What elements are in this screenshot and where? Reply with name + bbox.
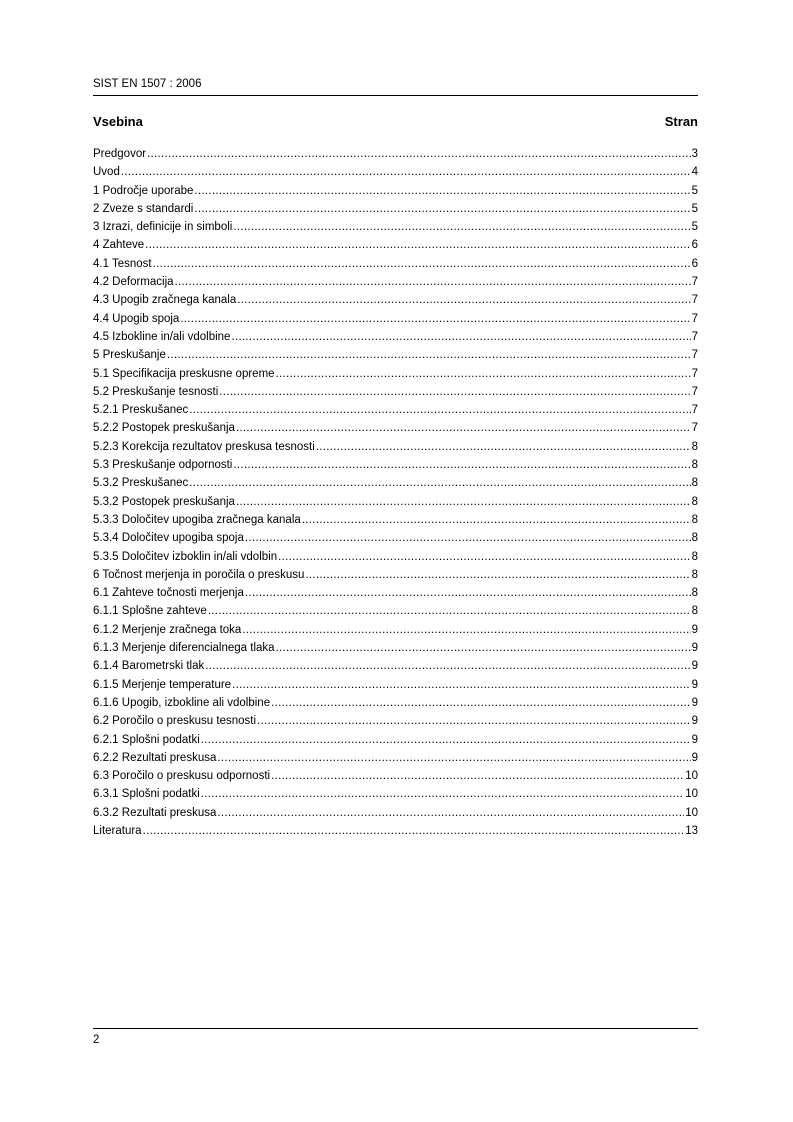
toc-entry[interactable] xyxy=(93,785,698,803)
toc-entry-label: 6.1.2 Merjenje zračnega toka xyxy=(93,623,242,636)
toc-dot-leader xyxy=(194,200,690,218)
toc-entry-page: 10 xyxy=(685,770,698,783)
toc-entry-page: 7 xyxy=(691,294,698,307)
toc-entry-label: 6.1.1 Splošne zahteve xyxy=(93,605,207,618)
toc-dot-leader xyxy=(189,401,690,419)
toc-dot-leader xyxy=(232,676,691,694)
toc-entry-page: 9 xyxy=(691,696,698,709)
toc-entry-label: 1 Področje uporabe xyxy=(93,184,194,197)
toc-entry-page: 5 xyxy=(691,202,698,215)
toc-dot-leader xyxy=(242,621,690,639)
toc-dot-leader xyxy=(236,493,691,511)
toc-entry-label: 4.2 Deformacija xyxy=(93,276,174,289)
toc-entry[interactable] xyxy=(93,163,698,181)
toc-entry-page: 7 xyxy=(691,312,698,325)
toc-dot-leader xyxy=(257,712,691,730)
toc-entry[interactable] xyxy=(93,657,698,675)
toc-entry[interactable] xyxy=(93,383,698,401)
toc-entry-label: 6.1 Zahteve točnosti merjenja xyxy=(93,587,244,600)
toc-dot-leader xyxy=(147,145,691,163)
toc-entry[interactable] xyxy=(93,749,698,767)
toc-entry-label: 4 Zahteve xyxy=(93,239,145,252)
toc-entry-page: 7 xyxy=(691,349,698,362)
toc-dot-leader xyxy=(201,731,691,749)
toc-entry-label: 6.2.2 Rezultati preskusa xyxy=(93,751,217,764)
toc-entry-page: 7 xyxy=(691,276,698,289)
toc-dot-leader xyxy=(233,456,690,474)
toc-entry-page: 13 xyxy=(685,824,698,837)
toc-heading-row xyxy=(93,114,698,130)
toc-entry-page: 8 xyxy=(691,440,698,453)
toc-dot-leader xyxy=(145,236,690,254)
toc-dot-leader xyxy=(276,639,691,657)
toc-entry-page: 8 xyxy=(691,605,698,618)
toc-dot-leader xyxy=(205,657,690,675)
toc-entry[interactable] xyxy=(93,145,698,163)
toc-entry-page: 7 xyxy=(691,367,698,380)
toc-entry-page: 8 xyxy=(691,550,698,563)
toc-entry-label: 6.1.6 Upogib, izbokline ali vdolbine xyxy=(93,696,271,709)
toc-dot-leader xyxy=(121,163,691,181)
toc-entry-page: 4 xyxy=(691,166,698,179)
toc-entry-label: 6.2.1 Splošni podatki xyxy=(93,733,200,746)
toc-entry[interactable] xyxy=(93,621,698,639)
toc-dot-leader xyxy=(245,529,691,547)
toc-dot-leader xyxy=(201,785,684,803)
toc-entry-label: 5.3.3 Določitev upogiba zračnega kanala xyxy=(93,513,301,526)
toc-dot-leader xyxy=(276,365,691,383)
toc-title: Vsebina xyxy=(93,114,143,129)
toc-dot-leader xyxy=(219,383,690,401)
table-of-contents xyxy=(93,145,698,840)
toc-entry[interactable] xyxy=(93,438,698,456)
toc-entry[interactable] xyxy=(93,584,698,602)
toc-entry[interactable] xyxy=(93,602,698,620)
toc-entry[interactable] xyxy=(93,401,698,419)
toc-entry-label: 2 Zveze s standardi xyxy=(93,202,194,215)
toc-entry-page: 7 xyxy=(691,385,698,398)
toc-entry-label: 6.2 Poročilo o preskusu tesnosti xyxy=(93,715,257,728)
toc-dot-leader xyxy=(302,511,691,529)
toc-entry[interactable] xyxy=(93,365,698,383)
toc-entry[interactable] xyxy=(93,456,698,474)
toc-entry-page: 7 xyxy=(691,422,698,435)
toc-dot-leader xyxy=(167,346,691,364)
toc-entry-label: 5.3.2 Preskušanec xyxy=(93,477,189,490)
toc-entry-page: 6 xyxy=(691,257,698,270)
toc-entry-page: 5 xyxy=(691,184,698,197)
toc-entry-page: 9 xyxy=(691,733,698,746)
toc-entry-page: 8 xyxy=(691,568,698,581)
toc-entry-label: 6 Točnost merjenja in poročila o preskusu xyxy=(93,568,305,581)
toc-entry-label: Literatura xyxy=(93,824,142,837)
toc-entry[interactable] xyxy=(93,236,698,254)
toc-dot-leader xyxy=(189,474,690,492)
toc-entry-page: 8 xyxy=(691,532,698,545)
toc-dot-leader xyxy=(271,694,691,712)
toc-entry[interactable] xyxy=(93,419,698,437)
toc-entry-page: 9 xyxy=(691,642,698,655)
toc-entry-page: 3 xyxy=(691,148,698,160)
toc-entry-label: 6.1.4 Barometrski tlak xyxy=(93,660,205,673)
toc-entry-label: 5.2 Preskušanje tesnosti xyxy=(93,385,219,398)
toc-entry[interactable] xyxy=(93,182,698,200)
toc-dot-leader xyxy=(236,419,691,437)
toc-entry-label: 6.1.5 Merjenje temperature xyxy=(93,678,232,691)
toc-entry[interactable] xyxy=(93,218,698,236)
toc-entry-label: 4.4 Upogib spoja xyxy=(93,312,180,325)
toc-entry[interactable] xyxy=(93,566,698,584)
standard-designation: SIST EN 1507 : 2006 xyxy=(93,78,202,90)
toc-entry-page: 9 xyxy=(691,751,698,764)
toc-entry-page: 5 xyxy=(691,221,698,234)
toc-entry-label: 5.2.2 Postopek preskušanja xyxy=(93,422,235,435)
toc-dot-leader xyxy=(237,291,690,309)
toc-page-column-label: Stran xyxy=(664,114,698,129)
toc-entry[interactable] xyxy=(93,639,698,657)
toc-entry-label: Uvod xyxy=(93,166,120,179)
toc-dot-leader xyxy=(316,438,691,456)
toc-entry-label: 6.3.1 Splošni podatki xyxy=(93,788,200,801)
toc-entry-page: 10 xyxy=(685,806,698,819)
toc-entry-page: 9 xyxy=(691,678,698,691)
toc-dot-leader xyxy=(208,602,691,620)
toc-entry-page: 8 xyxy=(691,587,698,600)
toc-entry-label: 6.3 Poročilo o preskusu odpornosti xyxy=(93,770,271,783)
toc-entry-page: 7 xyxy=(691,330,698,343)
toc-dot-leader xyxy=(217,749,690,767)
toc-entry-label: 4.3 Upogib zračnega kanala xyxy=(93,294,237,307)
toc-dot-leader xyxy=(194,182,690,200)
toc-entry-page: 8 xyxy=(691,513,698,526)
toc-entry[interactable] xyxy=(93,804,698,822)
toc-dot-leader xyxy=(233,218,690,236)
toc-entry[interactable] xyxy=(93,767,698,785)
toc-entry-page: 8 xyxy=(691,459,698,472)
toc-entry[interactable] xyxy=(93,346,698,364)
toc-entry[interactable] xyxy=(93,676,698,694)
toc-entry-label: 5.3.5 Določitev izboklin in/ali vdolbin xyxy=(93,550,278,563)
toc-entry[interactable] xyxy=(93,511,698,529)
toc-entry-label: 6.1.3 Merjenje diferencialnega tlaka xyxy=(93,642,275,655)
toc-entry[interactable] xyxy=(93,529,698,547)
toc-entry[interactable] xyxy=(93,822,698,840)
toc-entry-label: 3 Izrazi, definicije in simboli xyxy=(93,221,233,234)
toc-dot-leader xyxy=(180,310,690,328)
toc-entry-label: 5.2.3 Korekcija rezultatov preskusa tesnosti xyxy=(93,440,315,453)
toc-dot-leader xyxy=(231,328,690,346)
toc-dot-leader xyxy=(245,584,691,602)
toc-entry-page: 10 xyxy=(685,788,698,801)
toc-entry[interactable] xyxy=(93,255,698,273)
toc-entry-page: 9 xyxy=(691,715,698,728)
page-header xyxy=(93,77,698,96)
toc-dot-leader xyxy=(271,767,684,785)
toc-entry[interactable] xyxy=(93,493,698,511)
toc-entry-label: 5 Preskušanje xyxy=(93,349,166,362)
toc-dot-leader xyxy=(217,804,684,822)
toc-dot-leader xyxy=(175,273,691,291)
toc-entry-label: 5.3.2 Postopek preskušanja xyxy=(93,495,235,508)
page-number: 2 xyxy=(93,1034,100,1046)
toc-entry[interactable] xyxy=(93,328,698,346)
toc-entry[interactable] xyxy=(93,200,698,218)
toc-entry-page: 8 xyxy=(691,495,698,508)
toc-entry-page: 7 xyxy=(691,404,698,417)
toc-entry-label: Predgovor xyxy=(93,148,147,160)
toc-entry-label: 5.2.1 Preskušanec xyxy=(93,404,189,417)
toc-entry-page: 8 xyxy=(691,477,698,490)
toc-entry-label: 5.1 Specifikacija preskusne opreme xyxy=(93,367,275,380)
toc-entry-label: 4.5 Izbokline in/ali vdolbine xyxy=(93,330,231,343)
toc-entry[interactable] xyxy=(93,474,698,492)
toc-entry-page: 9 xyxy=(691,660,698,673)
toc-entry-page: 9 xyxy=(691,623,698,636)
toc-dot-leader xyxy=(143,822,685,840)
toc-dot-leader xyxy=(305,566,690,584)
toc-dot-leader xyxy=(278,548,690,566)
page-footer xyxy=(93,1028,698,1047)
toc-entry-label: 4.1 Tesnost xyxy=(93,257,152,270)
toc-entry-label: 5.3 Preskušanje odpornosti xyxy=(93,459,233,472)
toc-entry[interactable] xyxy=(93,731,698,749)
toc-entry-label: 6.3.2 Rezultati preskusa xyxy=(93,806,217,819)
toc-entry[interactable] xyxy=(93,548,698,566)
toc-entry-page: 6 xyxy=(691,239,698,252)
toc-entry[interactable] xyxy=(93,273,698,291)
toc-dot-leader xyxy=(153,255,691,273)
toc-entry[interactable] xyxy=(93,291,698,309)
toc-entry[interactable] xyxy=(93,694,698,712)
toc-entry-label: 5.3.4 Določitev upogiba spoja xyxy=(93,532,244,545)
toc-entry[interactable] xyxy=(93,712,698,730)
toc-entry[interactable] xyxy=(93,310,698,328)
